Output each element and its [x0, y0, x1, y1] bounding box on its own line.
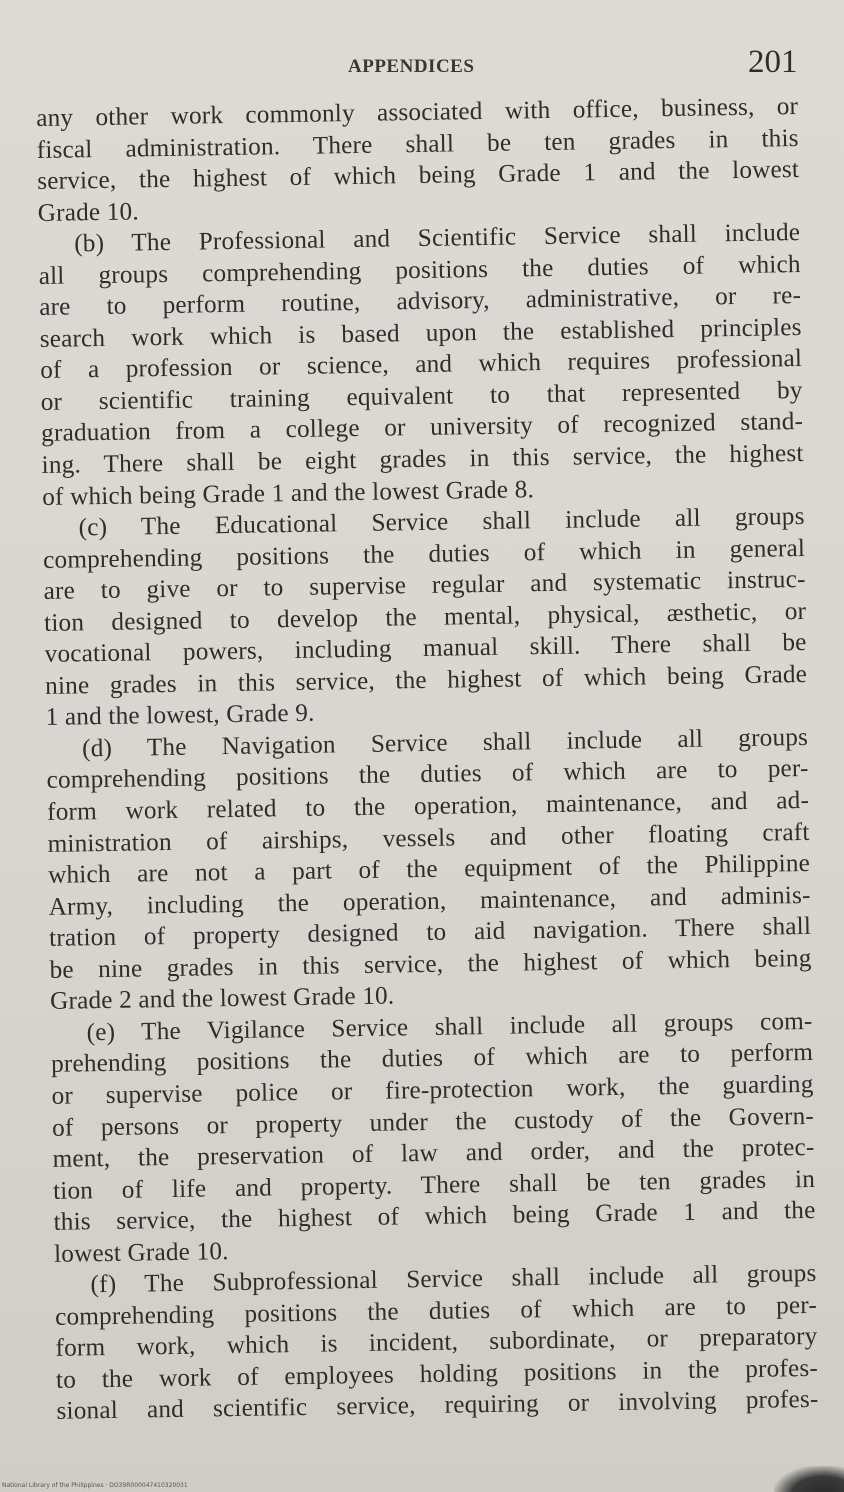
text-line: service, the highest of which being Grade 1 and the lowest: [37, 156, 800, 196]
text-line: be nine grades in this service, the highest of which being: [49, 944, 812, 984]
paragraph-d-start: (d) The Navigation Service shall include all groups: [81, 723, 809, 763]
text-line: ment, the preservation of law and order, and the protec-: [52, 1133, 815, 1173]
text-line: form work related to the operation, maintenance, and ad-: [46, 786, 810, 826]
running-head: APPENDICES: [348, 56, 475, 77]
text-line: form work, which is incident, subordinate, or preparatory: [55, 1323, 818, 1363]
text-line: tion designed to develop the mental, physical, æsthetic, or: [43, 597, 807, 637]
page-header: [0, 44, 844, 88]
text-line: nine grades in this service, the highest of which being Grade: [44, 660, 808, 700]
paragraph-f-start: (f) The Subprofessional Service shall include all groups: [90, 1260, 817, 1299]
text-line: ing. There shall be eight grades in this service, the highest: [41, 440, 804, 479]
text-line: graduation from a college or university of recognized stand-: [40, 408, 804, 448]
corner-shadow: [774, 1466, 844, 1492]
text-line: prehending positions the duties of which are to perform: [50, 1039, 814, 1079]
text-line: all groups comprehending positions the duties of which: [38, 250, 801, 290]
text-line: of a profession or science, and which requires professional: [39, 345, 803, 385]
text-line: which are not a part of the equipment of the Philippine: [47, 850, 811, 890]
text-line: of which being Grade 1 and the lowest Grade 8.: [41, 475, 535, 511]
text-line: comprehending positions the duties of which are to per-: [46, 755, 809, 795]
text-line: search work which is based upon the established principles: [39, 313, 802, 353]
text-line: tion of life and property. There shall be ten grades in: [52, 1165, 816, 1205]
text-line: are to give or to supervise regular and systematic instruc-: [43, 566, 806, 606]
page-number: 201: [748, 44, 798, 80]
text-line: comprehending positions the duties of which are to per-: [54, 1291, 818, 1331]
paragraph-b-start: (b) The Professional and Scientific Service shall include: [74, 219, 801, 258]
scan-watermark: National Library of the Philippines · DO39R000047410320031: [2, 1482, 188, 1489]
text-line: or scientific training equivalent to that represented by: [40, 376, 803, 416]
text-line: Grade 10.: [37, 198, 140, 227]
text-line: ministration of airships, vessels and other floating craft: [47, 818, 810, 858]
text-line: any other work commonly associated with office, business, or: [36, 93, 799, 132]
text-line: are to perform routine, advisory, administrative, or re-: [39, 282, 802, 322]
text-line: of persons or property under the custody of the Govern-: [51, 1102, 815, 1142]
text-line: fiscal administration. There shall be ten grades in this: [36, 124, 799, 164]
text-line: vocational powers, including manual skill. There shall be: [44, 629, 807, 669]
text-line: lowest Grade 10.: [53, 1237, 229, 1268]
paragraph-c-start: (c) The Educational Service shall include all groups: [78, 503, 805, 542]
body-text: [36, 91, 819, 1428]
text-line: or supervise police or fire-protection work, the guarding: [51, 1070, 814, 1110]
text-line: sional and scientific service, requiring or involving profes-: [56, 1386, 819, 1426]
text-line: 1 and the lowest, Grade 9.: [45, 700, 315, 732]
text-line: tration of property designed to aid navigation. There shall: [48, 913, 812, 953]
text-line: Grade 2 and the lowest Grade 10.: [49, 982, 395, 1016]
paragraph-e-start: (e) The Vigilance Service shall include all groups com-: [86, 1007, 813, 1047]
text-line: this service, the highest of which being Grade 1 and the: [53, 1197, 816, 1237]
text-line: Army, including the operation, maintenance, and adminis-: [48, 881, 811, 921]
text-line: to the work of employees holding positions in the profes-: [55, 1354, 819, 1394]
text-line: comprehending positions the duties of which in general: [42, 534, 806, 574]
